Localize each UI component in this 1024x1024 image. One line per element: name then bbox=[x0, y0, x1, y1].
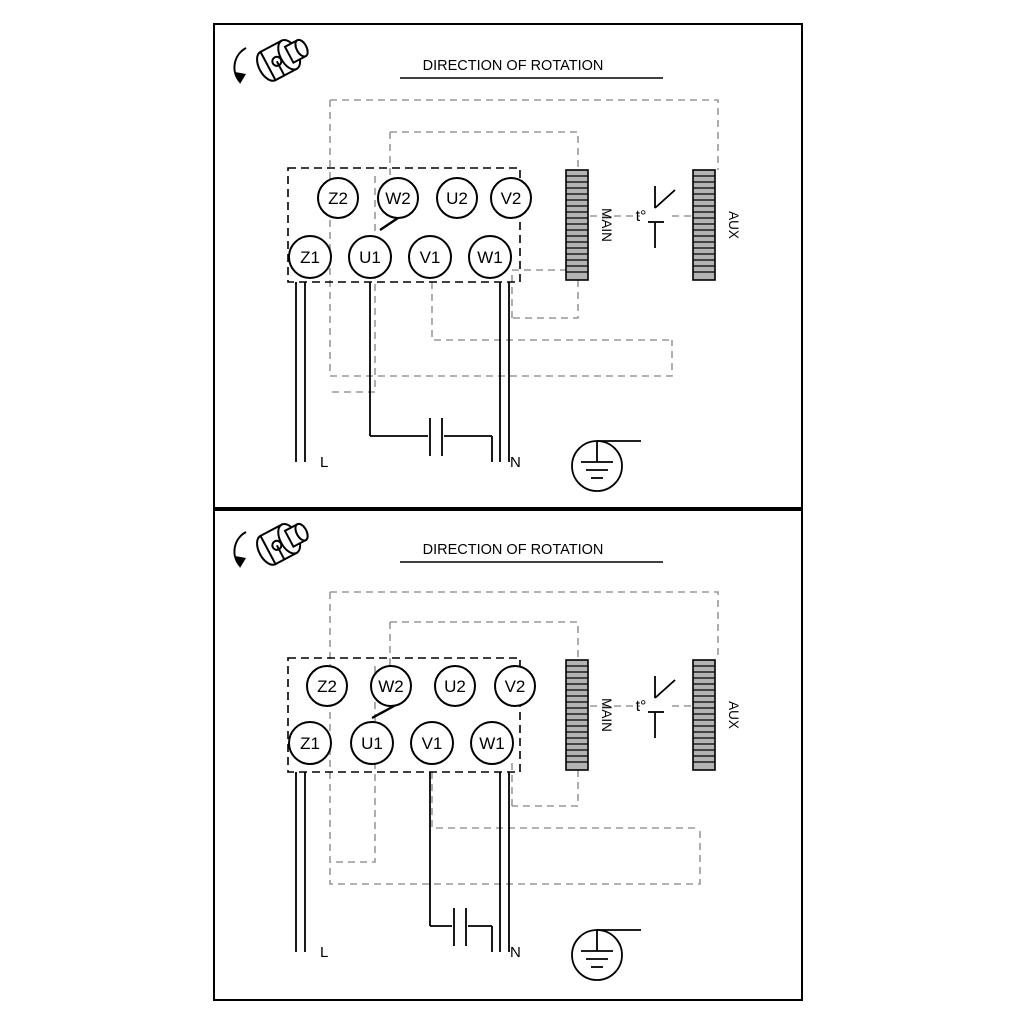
terminal-v1-label: V1 bbox=[419, 248, 441, 267]
terminal-u1 bbox=[349, 236, 391, 278]
terminal-u1-b bbox=[351, 722, 393, 764]
terminal-u2-b-label: U2 bbox=[444, 677, 466, 696]
terminal-u1-label: U1 bbox=[359, 248, 381, 267]
terminal-v2-b bbox=[495, 666, 535, 706]
terminal-w1-b-label: W1 bbox=[479, 734, 505, 753]
panel-bottom-heading: DIRECTION OF ROTATION bbox=[422, 542, 604, 558]
thermal-switch-label: t° bbox=[635, 208, 647, 225]
supply-line-b-label: L bbox=[320, 944, 329, 961]
terminal-w1 bbox=[469, 236, 511, 278]
terminal-z2 bbox=[318, 178, 358, 218]
terminal-v1-b bbox=[411, 722, 453, 764]
winding-main-b-label: MAIN bbox=[599, 698, 614, 732]
terminal-u2-label: U2 bbox=[446, 189, 468, 208]
terminal-z1-b-label: Z1 bbox=[300, 734, 320, 753]
terminal-w2 bbox=[378, 178, 418, 218]
terminal-z2-label: Z2 bbox=[328, 189, 348, 208]
terminal-w2-label: W2 bbox=[385, 189, 411, 208]
supply-neutral-b-label: N bbox=[510, 944, 521, 961]
terminal-w2-b-label: W2 bbox=[378, 677, 404, 696]
panel-top-heading: DIRECTION OF ROTATION bbox=[422, 58, 604, 74]
terminal-u1-b-label: U1 bbox=[361, 734, 383, 753]
terminal-w1-b bbox=[471, 722, 513, 764]
terminal-u2 bbox=[437, 178, 477, 218]
terminal-u2-b bbox=[435, 666, 475, 706]
supply-neutral-label: N bbox=[510, 454, 521, 471]
winding-aux-label: AUX bbox=[726, 211, 741, 239]
terminal-w1-label: W1 bbox=[477, 248, 503, 267]
terminal-w2-b bbox=[371, 666, 411, 706]
terminal-v2 bbox=[491, 178, 531, 218]
winding-main-label: MAIN bbox=[599, 208, 614, 242]
terminal-z1-b bbox=[289, 722, 331, 764]
supply-line-label: L bbox=[320, 454, 329, 471]
thermal-switch-b-label: t° bbox=[635, 698, 647, 715]
terminal-v1 bbox=[409, 236, 451, 278]
terminal-z2-b bbox=[307, 666, 347, 706]
winding-aux-b-label: AUX bbox=[726, 701, 741, 729]
terminal-z2-b-label: Z2 bbox=[317, 677, 337, 696]
terminal-v2-label: V2 bbox=[500, 189, 522, 208]
terminal-z1 bbox=[289, 236, 331, 278]
terminal-z1-label: Z1 bbox=[300, 248, 320, 267]
terminal-v2-b-label: V2 bbox=[504, 677, 526, 696]
terminal-v1-b-label: V1 bbox=[421, 734, 443, 753]
